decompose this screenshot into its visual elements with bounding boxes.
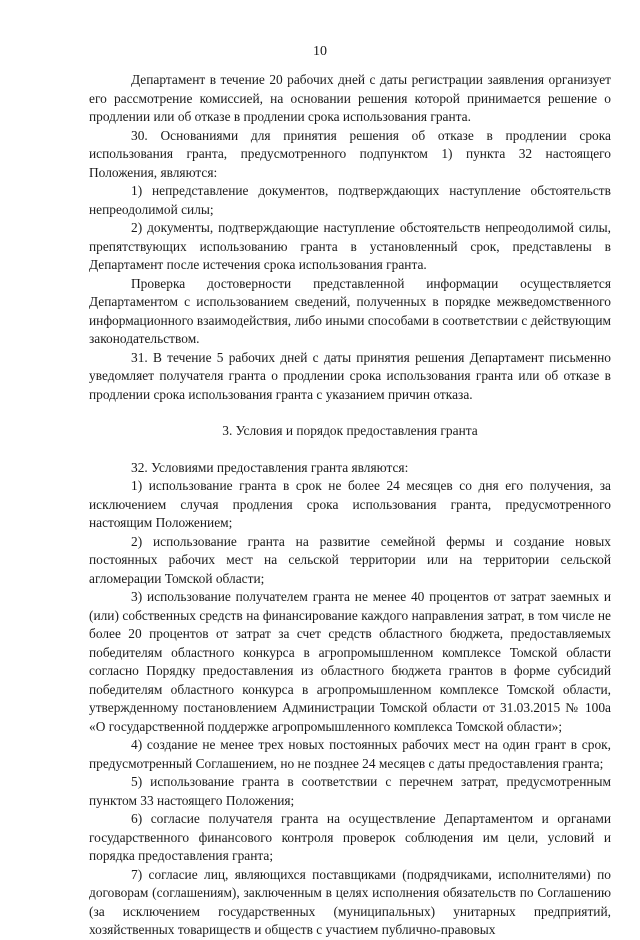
- paragraph-30-item-1: 1) непредставление документов, подтверждающих наступление обстоятельств непреодолимой силы;: [89, 183, 611, 217]
- paragraph-32-item-3: 3) использование получателем гранта не менее 40 процентов от затрат заемных и (или) собственных средств на финансирование каждого направления затрат, в том числе не более 20 процентов от затрат за счет средств областного бюджета, предоставляемых победителям областного конкурса в агропромышленном комплексе Томской области согласно Порядку предоставления из областного бюджета грантов в форме субсидий победителям областного конкурса в агропромышленном комплексе Томской области, утвержденному постановлением Администрации Томской области от 31.03.2015 № 100а «О государственной поддержке агропромышленного комплекса Томской области»;: [89, 589, 611, 734]
- paragraph-32-item-6: 6) согласие получателя гранта на осуществление Департаментом и органами государственного финансового контроля проверок соблюдения им цели, условий и порядка предоставления гранта;: [89, 811, 611, 863]
- paragraph-verification: Проверка достоверности представленной информации осуществляется Департаментом с использованием сведений, полученных в порядке межведомственного информационного взаимодействия, либо иными способами в соответствии с действующим законодательством.: [89, 275, 611, 346]
- paragraph-32-item-5: 5) использование гранта в соответствии с перечнем затрат, предусмотренным пунктом 33 настоящего Положения;: [89, 774, 611, 808]
- paragraph-30-item-2: 2) документы, подтверждающие наступление обстоятельств непреодолимой силы, препятствующих использованию гранта в установленный срок, представлены в Департамент после истечения срока использования гранта.: [89, 220, 611, 272]
- page-number: 10: [313, 44, 327, 59]
- paragraph-32-item-7: 7) согласие лиц, являющихся поставщиками (подрядчиками, исполнителями) по договорам (соглашениям), заключенным в целях исполнения обязательств по Соглашению (за исключением государственных (муниципальных) унитарных предприятий, хозяйственных товариществ и обществ с участием публично-правовых: [89, 866, 611, 937]
- paragraph-32: 32. Условиями предоставления гранта являются:: [131, 459, 409, 475]
- paragraph-32-item-1: 1) использование гранта в срок не более 24 месяцев со дня его получения, за исключением случая продления срока использования гранта, предусмотренного настоящим Положением;: [89, 478, 611, 530]
- paragraph-department-term: Департамент в течение 20 рабочих дней с даты регистрации заявления организует его рассмотрение комиссией, на основании решения которой принимается решение о продлении или об отказе в продлении срока использования гранта.: [89, 72, 611, 124]
- section-heading: 3. Условия и порядок предоставления гранта: [222, 423, 478, 438]
- paragraph-32-item-2: 2) использование гранта на развитие семейной фермы и создание новых постоянных рабочих мест на сельской территории или на территории сельской агломерации Томской области;: [89, 533, 611, 586]
- paragraph-31: 31. В течение 5 рабочих дней с даты принятия решения Департамент письменно уведомляет получателя гранта о продлении срока использования гранта или об отказе в продлении срока использования гранта с указанием причин отказа.: [89, 349, 611, 402]
- paragraph-30: 30. Основаниями для принятия решения об отказе в продлении срока использования гранта, предусмотренного подпунктом 1) пункта 32 настоящего Положения, являются:: [89, 127, 611, 180]
- paragraph-32-item-4: 4) создание не менее трех новых постоянных рабочих мест на один грант в срок, предусмотренный Соглашением, но не позднее 24 месяцев с даты предоставления гранта;: [89, 737, 611, 771]
- document-body: [89, 71, 611, 940]
